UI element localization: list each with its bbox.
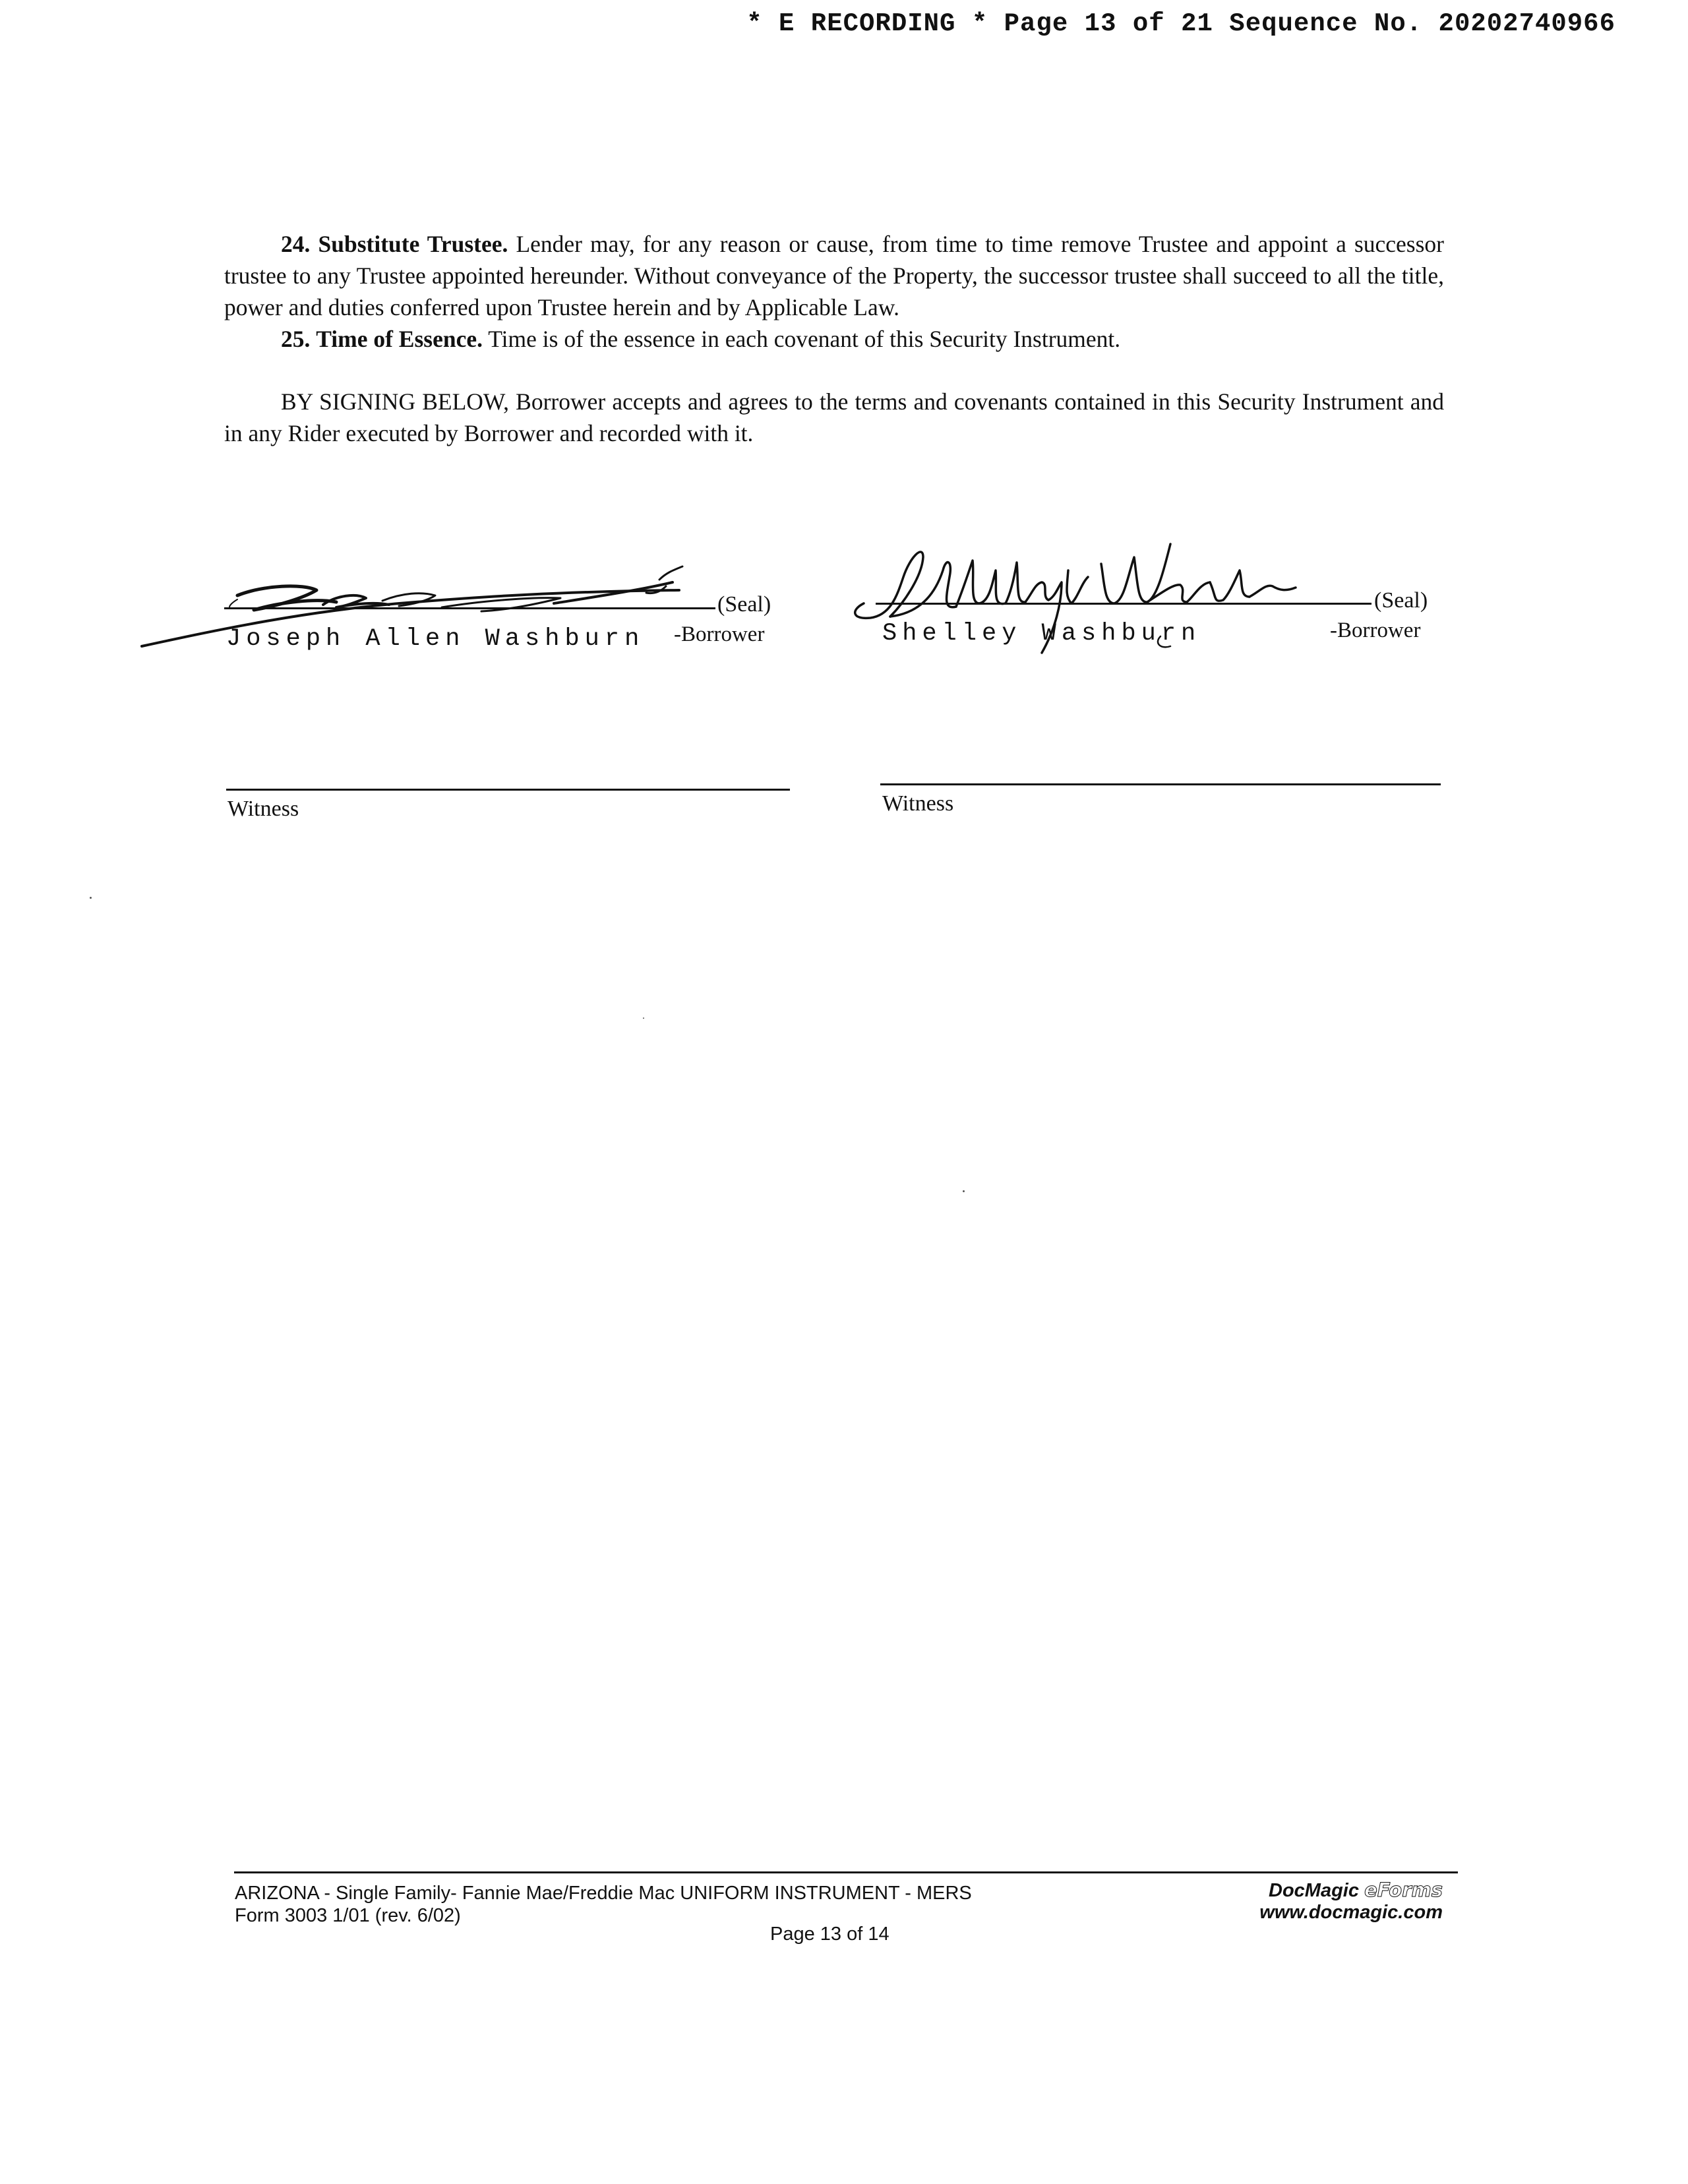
borrower-typed-name: Shelley Washburn (882, 620, 1201, 648)
borrower-typed-name: Joseph Allen Washburn (226, 625, 645, 653)
brand-suffix: eForms (1364, 1879, 1443, 1901)
footer-page-number: Page 13 of 14 (770, 1924, 889, 1945)
clause-title: Substitute Trustee. (318, 231, 508, 257)
clause-text: Lender may, for any reason or cause, from time to time remove Trustee and appoint a successor trustee to any Trustee appointed hereunder. Without conveyance of the Property, the successor trustee shall succeed to all the title, power and duties conferred upon Trustee herein and by Applicable Law. (224, 231, 1444, 320)
clause-25 (224, 323, 1444, 355)
witness-line (226, 789, 790, 791)
clauses-section (224, 228, 1444, 355)
footer-form-info (235, 1882, 972, 1927)
clause-24 (224, 228, 1444, 323)
signing-statement-block (224, 386, 1444, 449)
signature-line (876, 603, 1372, 605)
clause-number: 24. (281, 231, 311, 257)
witness-label: Witness (882, 791, 954, 816)
footer-rule (234, 1871, 1458, 1873)
signing-statement: BY SIGNING BELOW, Borrower accepts and agrees to the terms and covenants contained in this Security Instrument and in any Rider executed by Borrower and recorded with it. (224, 388, 1444, 446)
brand-name: DocMagic (1269, 1880, 1359, 1901)
signature-line (224, 607, 715, 609)
scan-speck (643, 1017, 644, 1019)
borrower-role-label: -Borrower (1330, 619, 1421, 642)
clause-text: Time is of the essence in each covenant of this Security Instrument. (488, 326, 1121, 352)
seal-label: (Seal) (1374, 588, 1428, 613)
clause-number: 25. (281, 326, 311, 352)
seal-label: (Seal) (717, 592, 771, 617)
witness-label: Witness (227, 797, 299, 821)
footer-form-number: Form 3003 1/01 (rev. 6/02) (235, 1905, 461, 1926)
brand-url: www.docmagic.com (1259, 1902, 1443, 1923)
clause-title: Time of Essence. (316, 326, 483, 352)
brand-line (1259, 1879, 1443, 1902)
recording-header: * E RECORDING * Page 13 of 21 Sequence No. 20202740966 (746, 9, 1615, 38)
footer-brand (1259, 1879, 1443, 1924)
borrower-role-label: -Borrower (674, 622, 765, 646)
witness-line (880, 783, 1441, 785)
scan-speck (963, 1190, 965, 1192)
scan-speck (90, 897, 92, 899)
footer-form-title: ARIZONA - Single Family- Fannie Mae/Freddie Mac UNIFORM INSTRUMENT - MERS (235, 1883, 972, 1904)
